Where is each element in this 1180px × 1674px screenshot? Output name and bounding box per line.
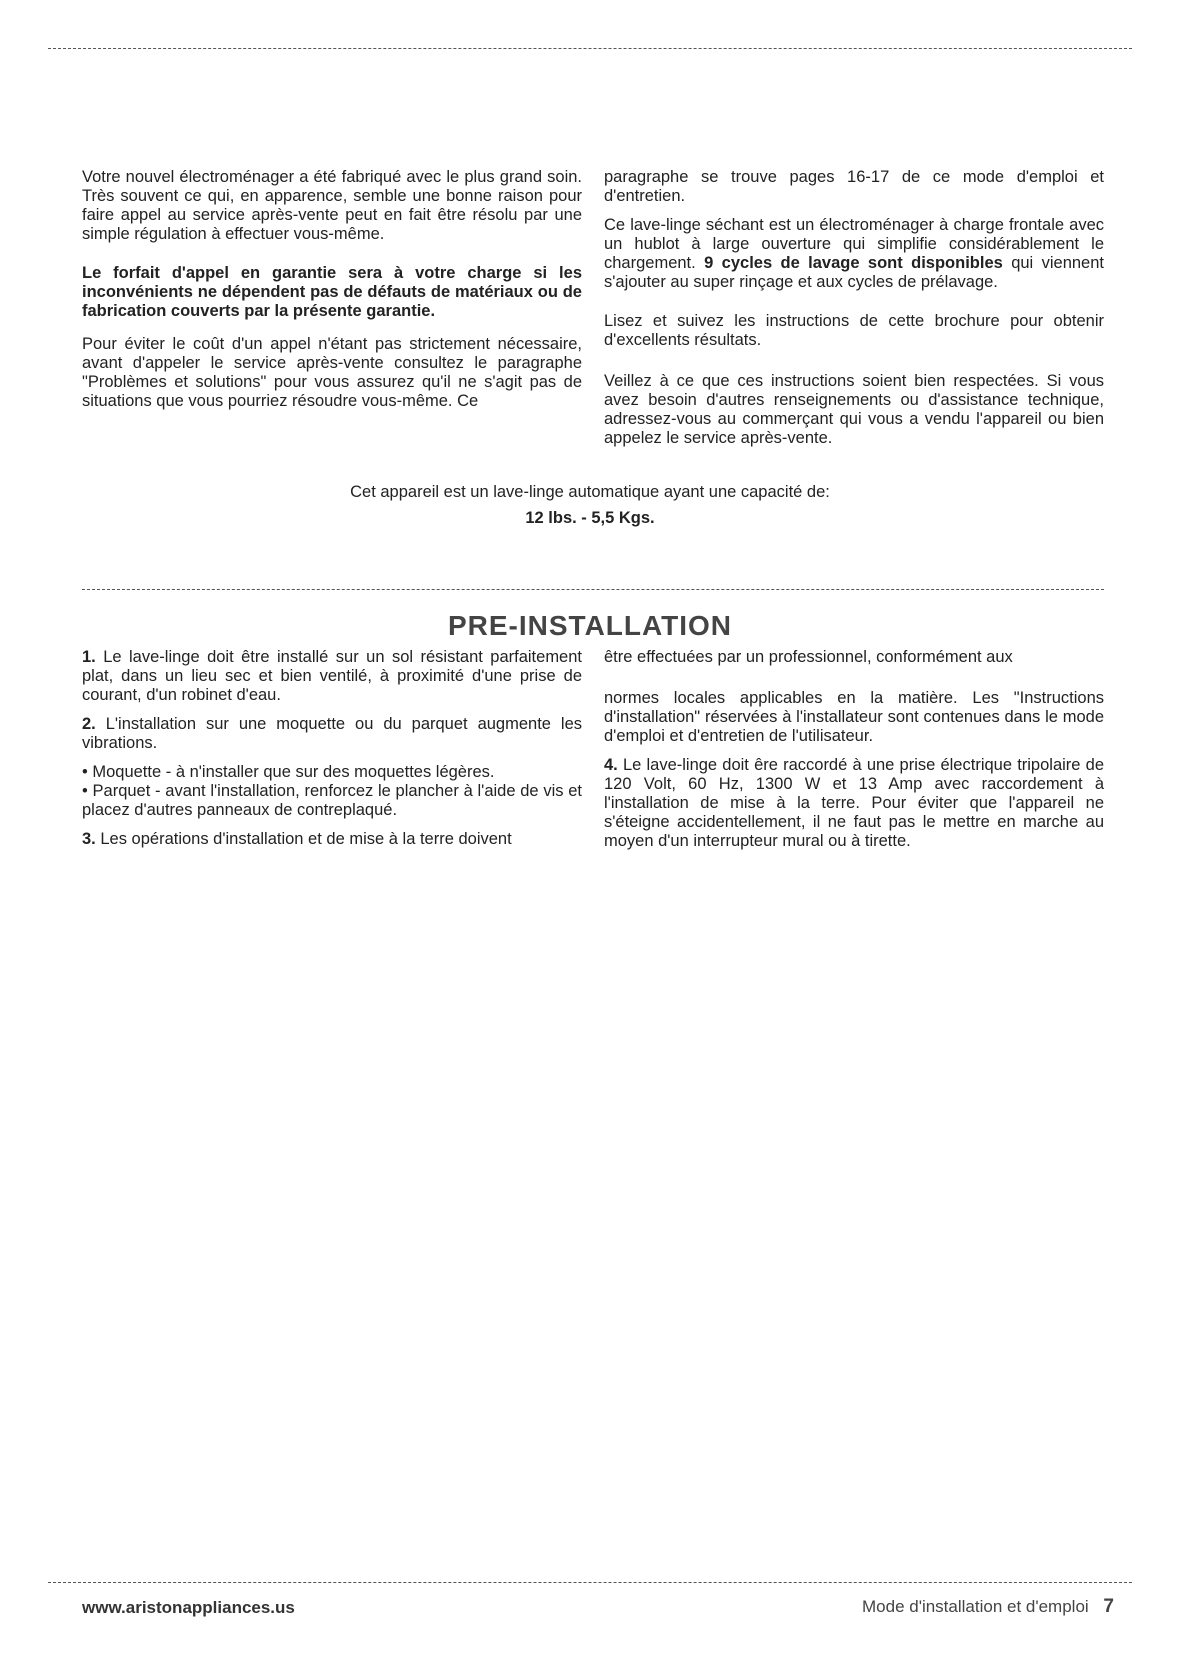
item-2 [82,715,582,753]
top-divider [48,48,1132,49]
item-4-text: Le lave-linge doit êre raccordé à une prise électrique tripolaire de 120 Volt, 60 Hz, 1300 W et 13 Amp avec raccordement à l'installation de mise à la terre. Pour éviter que l'appareil ne s'éteigne accidentellement, il ne faut pas le mettre en marche au moyen d'un interrupteur mural ou à tirette. [604,756,1104,850]
intro-paragraph-3: Pour éviter le coût d'un appel n'étant pas strictement nécessaire, avant d'appeler le service après-vente consultez le paragraphe "Problèmes et solutions" pour vous assurez qu'il ne s'agit pas de situations que vous pourriez résoudre vous-même. Ce [82,335,582,410]
item-1 [82,648,582,705]
intro-right-paragraph-2 [604,216,1104,292]
item-4-number: 4. [604,756,618,774]
item-3 [82,830,582,849]
item-3-continued: être effectuées par un professionnel, conformément aux [604,648,1013,666]
section-title: PRE-INSTALLATION [447,610,733,641]
intro-left-column [82,168,582,421]
item-2-number: 2. [82,715,96,733]
footer-divider [48,1582,1132,1583]
section-divider [82,589,1104,590]
installation-instructions-note: normes locales applicables en la matière. Les "Instructions d'installation" réservées à l'installateur sont contenues dans le mode d'emploi et d'entretien de l'utilisateur. [604,689,1104,745]
item-1-number: 1. [82,648,96,666]
intro-paragraph-1: Votre nouvel électroménager a été fabriqué avec le plus grand soin. Très souvent ce qui, en apparence, semble une bonne raison pour faire appel au service après-vente peut en fait être résolu par une simple régulation à effectuer vous-même. [82,168,582,243]
intro-right-paragraph-4: Veillez à ce que ces instructions soient bien respectées. Si vous avez besoin d'autres renseignements ou d'assistance technique, adressez-vous au commerçant qui vous a vendu l'appareil ou bien appelez le service après-vente. [604,372,1104,447]
document-title: Mode d'installation et d'emploi [862,1597,1089,1616]
item-3-text: Les opérations d'installation et de mise à la terre doivent [100,830,512,848]
intro-right-paragraph-1: paragraphe se trouve pages 16-17 de ce mode d'emploi et d'entretien. [604,168,1104,205]
bullet-carpet: • Moquette - à n'installer que sur des moquettes légères. [82,763,495,781]
item-2-text: L'installation sur une moquette ou du parquet augmente les vibrations. [82,715,582,752]
capacity-line: Cet appareil est un lave-linge automatique ayant une capacité de: [350,483,830,501]
website-link[interactable]: www.aristonappliances.us [82,1598,295,1617]
preinstall-right-column [604,648,1104,861]
preinstall-left-column [82,648,582,859]
item-1-text: Le lave-linge doit être installé sur un sol résistant parfaitement plat, dans un lieu sec et bien ventilé, à proximité d'une prise de courant, d'un robinet d'eau. [82,648,582,704]
item-3-number: 3. [82,830,96,848]
warranty-notice: Le forfait d'appel en garantie sera à votre charge si les inconvénients ne dépendent pas de défauts de matériaux ou de fabrication couverts par la présente garantie. [82,264,582,320]
cycles-extra: qui viennent s'ajouter au super rinçage et aux cycles de prélavage. [604,254,1104,291]
page-footer [862,1596,1114,1618]
item-4 [604,756,1104,851]
intro-right-paragraph-3: Lisez et suivez les instructions de cette brochure pour obtenir d'excellents résultats. [604,312,1104,349]
cycles-available: 9 cycles de lavage sont disponibles [704,254,1003,272]
capacity-value: 12 lbs. - 5,5 Kgs. [525,509,655,527]
page-number: 7 [1103,1596,1114,1617]
bullet-parquet: • Parquet - avant l'installation, renforcez le plancher à l'aide de vis et placez d'autres panneaux de contreplaqué. [82,782,582,819]
machine-description: Ce lave-linge séchant est un électroménager à charge frontale avec un hublot à large ouverture qui simplifie considérablement le chargement. [604,216,1104,272]
intro-right-column [604,168,1104,458]
